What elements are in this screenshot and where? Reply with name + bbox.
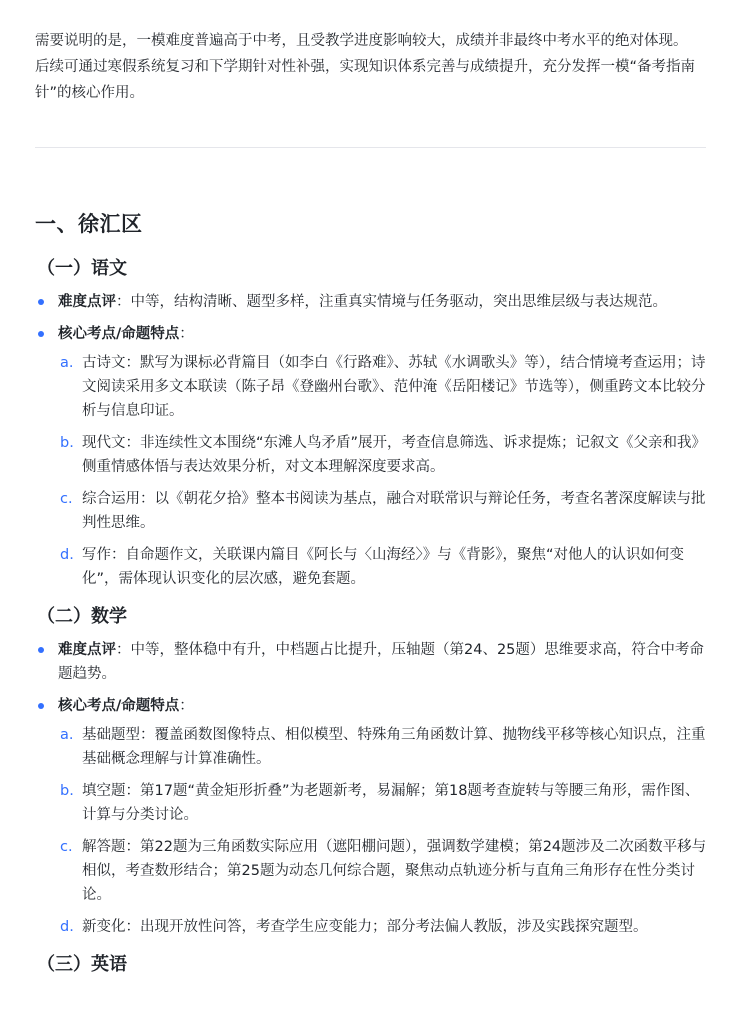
bullet-text: ：中等，整体稳中有升，中档题占比提升，压轴题（第24、25题）思维要求高，符合中考命题趋势。 bbox=[58, 642, 704, 682]
bullet-label: 核心考点/命题特点 bbox=[58, 326, 180, 342]
list-marker: b. bbox=[60, 783, 74, 799]
divider bbox=[35, 147, 706, 148]
document-page bbox=[35, 0, 707, 978]
list-item-text: 写作：自命题作文，关联课内篇目《阿长与〈山海经〉》与《背影》，聚焦“对他人的认识如何变化”，需体现认识变化的层次感，避免套题。 bbox=[82, 547, 685, 587]
list-marker: d. bbox=[60, 919, 74, 935]
bullet-text: ：中等，结构清晰、题型多样，注重真实情境与任务驱动，突出思维层级与表达规范。 bbox=[116, 294, 667, 310]
bullet-key-points bbox=[35, 694, 707, 939]
list-item-text: 现代文：非连续性文本围绕“东滩人鸟矛盾”展开，考查信息筛选、诉求提炼；记叙文《父亲和我》侧重情感体悟与表达效果分析，对文本理解深度要求高。 bbox=[82, 435, 707, 475]
subject-heading: （三）英语 bbox=[37, 954, 127, 975]
bullet-key-points bbox=[35, 322, 707, 591]
list-item bbox=[58, 915, 707, 939]
bullet-difficulty bbox=[35, 290, 707, 314]
bullet-list bbox=[35, 638, 707, 939]
list-marker: d. bbox=[60, 547, 74, 563]
list-item-text: 古诗文：默写为课标必背篇目（如李白《行路难》、苏轼《水调歌头》等），结合情境考查运用；诗文阅读采用多文本联读（陈子昂《登幽州台歌》、范仲淹《岳阳楼记》节选等），侧重跨文本比较分析与信息印证。 bbox=[82, 355, 706, 419]
bullet-list bbox=[35, 290, 707, 591]
bullet-label: 难度点评 bbox=[58, 642, 116, 658]
bullet-dot-icon bbox=[38, 299, 44, 305]
list-item-text: 填空题：第17题“黄金矩形折叠”为老题新考，易漏解；第18题考查旋转与等腰三角形，需作图、计算与分类讨论。 bbox=[82, 783, 700, 823]
list-marker: c. bbox=[60, 491, 73, 507]
list-marker: b. bbox=[60, 435, 74, 451]
subject-section-math bbox=[35, 604, 707, 939]
subject-section-english bbox=[35, 952, 707, 978]
subject-heading: （二）数学 bbox=[37, 606, 127, 627]
intro-paragraph: 需要说明的是，一模难度普遍高于中考，且受教学进度影响较大，成绩并非最终中考水平的绝对体现。后续可通过寒假系统复习和下学期针对性补强，实现知识体系完善与成绩提升，充分发挥一模“备考指南针”的核心作用。 bbox=[35, 33, 696, 101]
district-heading: 一、徐汇区 bbox=[35, 212, 143, 236]
bullet-dot-icon bbox=[38, 703, 44, 709]
list-item bbox=[58, 351, 707, 423]
list-marker: c. bbox=[60, 839, 73, 855]
bullet-label: 核心考点/命题特点 bbox=[58, 698, 180, 714]
list-item bbox=[58, 723, 707, 771]
bullet-text: ： bbox=[179, 326, 194, 342]
bullet-label: 难度点评 bbox=[58, 294, 116, 310]
list-item-text: 综合运用：以《朝花夕拾》整本书阅读为基点，融合对联常识与辩论任务，考查名著深度解读与批判性思维。 bbox=[82, 491, 706, 531]
bullet-dot-icon bbox=[38, 647, 44, 653]
list-item bbox=[58, 779, 707, 827]
sub-list bbox=[58, 351, 707, 591]
list-marker: a. bbox=[60, 355, 74, 371]
list-item bbox=[58, 431, 707, 479]
bullet-text: ： bbox=[179, 698, 194, 714]
list-item bbox=[58, 487, 707, 535]
sub-list bbox=[58, 723, 707, 939]
list-item-text: 基础题型：覆盖函数图像特点、相似模型、特殊角三角函数计算、抛物线平移等核心知识点，注重基础概念理解与计算准确性。 bbox=[82, 727, 706, 767]
list-item bbox=[58, 543, 707, 591]
list-item-text: 解答题：第22题为三角函数实际应用（遮阳棚问题），强调数学建模；第24题涉及二次函数平移与相似，考查数形结合；第25题为动态几何综合题，聚焦动点轨迹分析与直角三角形存在性分类讨论。 bbox=[82, 839, 707, 903]
list-item-text: 新变化：出现开放性问答，考查学生应变能力；部分考法偏人教版，涉及实践探究题型。 bbox=[82, 919, 648, 935]
list-marker: a. bbox=[60, 727, 74, 743]
list-item bbox=[58, 835, 707, 907]
subject-heading: （一）语文 bbox=[37, 258, 127, 279]
subject-section-chinese bbox=[35, 256, 707, 591]
bullet-dot-icon bbox=[38, 331, 44, 337]
bullet-difficulty bbox=[35, 638, 707, 686]
